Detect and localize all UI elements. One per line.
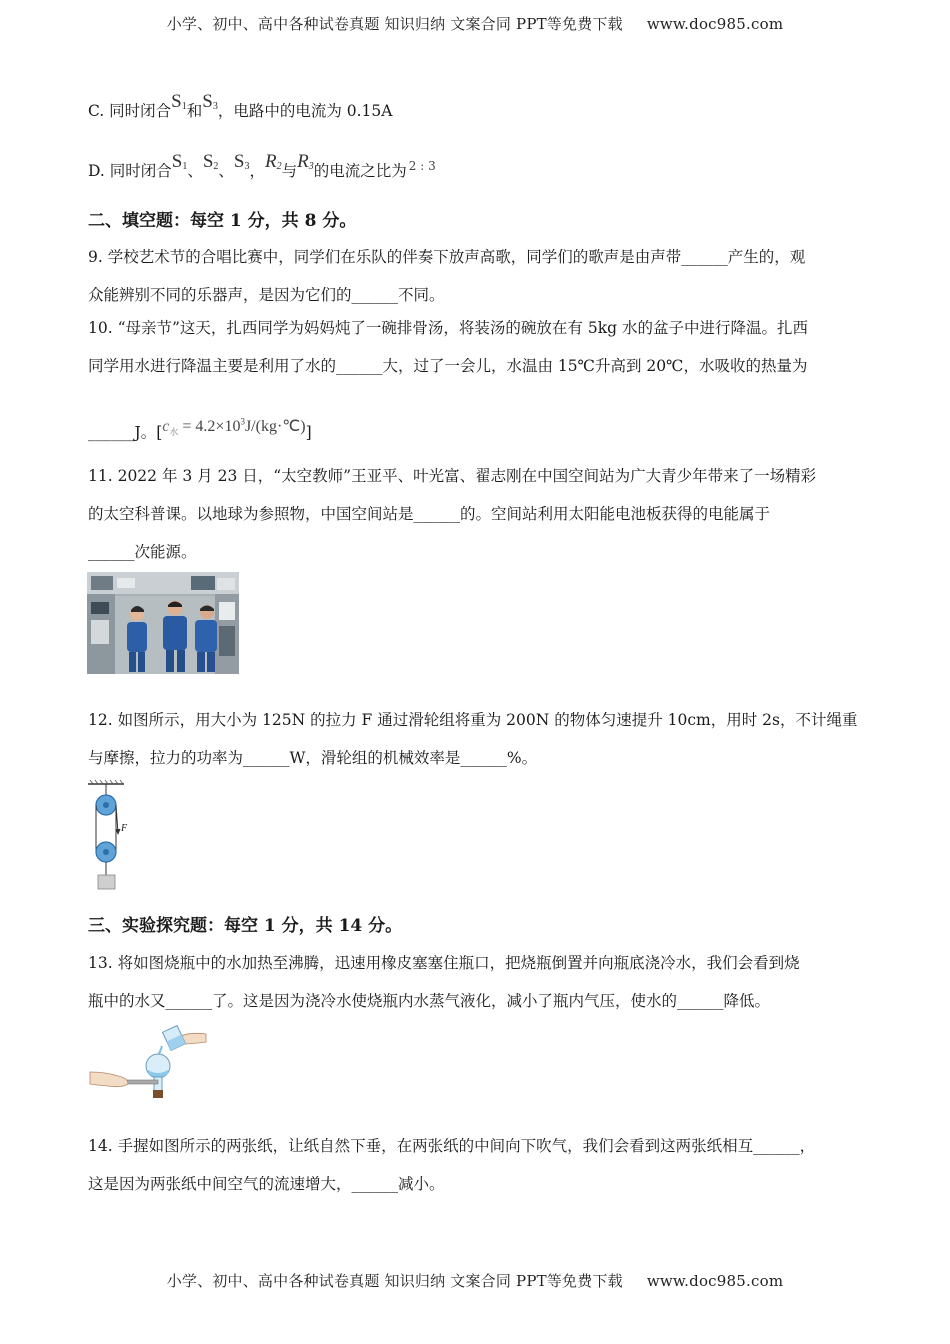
section-2-title: 二、填空题：每空 1 分，共 8 分。: [88, 211, 357, 231]
s3-symbol: $S_3$: [233, 151, 250, 172]
s3-symbol: $S_3$: [202, 91, 218, 112]
q9-line-1: 9. 学校艺术节的合唱比赛中，同学们在乐队的伴奏下放声高歌，同学们的歌声是由声带______产生的，观: [88, 248, 806, 266]
q13-line-1: 13. 将如图烧瓶中的水加热至沸腾，迅速用橡皮塞塞住瓶口，把烧瓶倒置并向瓶底浇冷水，我们会看到烧: [88, 954, 800, 972]
pulley-system-figure: [86, 779, 136, 891]
q10-line-3-prefix: ______J。[: [88, 423, 163, 442]
footer-site: www.doc985.com: [646, 1272, 784, 1290]
q10-line-2: 同学用水进行降温主要是利用了水的______大，过了一会儿，水温由 15℃升高到 20℃，水吸收的热量为: [88, 357, 808, 375]
option-c-prefix: C. 同时闭合: [88, 102, 172, 120]
option-d: [88, 151, 863, 184]
option-d-suffix: 的电流之比为: [313, 162, 407, 180]
q10-line-3: [88, 418, 863, 449]
q12-line-1: 12. 如图所示，用大小为 125N 的拉力 F 通过滑轮组将重为 200N 的物体匀速提升 10cm，用时 2s，不计绳重: [88, 711, 858, 729]
q9-line-2: 众能辨别不同的乐器声，是因为它们的______不同。: [88, 286, 445, 304]
specific-heat-formula: $c_水$ = $4.2\times 10^3J/(kg\cdot℃)$: [162, 417, 306, 438]
ratio-value: 2 : 3: [408, 159, 436, 173]
q10-line-3-suffix: ]: [305, 423, 312, 442]
q10-line-1: 10. “母亲节”这天，扎西同学为妈妈炖了一碗排骨汤，将装汤的碗放在有 5kg 水的盆子中进行降温。扎西: [88, 319, 808, 337]
astronauts-photo: [87, 572, 239, 674]
q11-line-3: ______次能源。: [88, 543, 197, 561]
force-label: F: [121, 823, 128, 834]
separator: 、: [187, 162, 203, 180]
s1-symbol: $S_1$: [171, 91, 187, 112]
r3-symbol: $R_3$: [297, 151, 314, 172]
option-d-prefix: D. 同时闭合: [88, 162, 172, 180]
option-c-suffix: ，电路中的电流为 0.15A: [217, 102, 393, 120]
footer-text: 小学、初中、高中各种试卷真题 知识归纳 文案合同 PPT等免费下载: [166, 1272, 623, 1290]
flask-figure: [88, 1022, 210, 1102]
s2-symbol: $S_2$: [202, 151, 219, 172]
page-header: [0, 13, 950, 34]
q14-line-1: 14. 手握如图所示的两张纸，让纸自然下垂，在两张纸的中间向下吹气，我们会看到这两张纸相互______，: [88, 1137, 816, 1155]
q13-line-2: 瓶中的水又______了。这是因为浇冷水使烧瓶内水蒸气液化，减小了瓶内气压，使水的______降低。: [88, 992, 771, 1010]
q12-line-2: 与摩擦，拉力的功率为______W，滑轮组的机械效率是______%。: [88, 749, 538, 767]
q14-line-2: 这是因为两张纸中间空气的流速增大，______减小。: [88, 1175, 445, 1193]
separator: ，: [249, 162, 266, 180]
option-d-mid: 与: [281, 162, 298, 180]
s1-symbol: $S_1$: [171, 151, 188, 172]
header-text: 小学、初中、高中各种试卷真题 知识归纳 文案合同 PPT等免费下载: [166, 15, 623, 33]
q11-line-1: 11. 2022 年 3 月 23 日，“太空教师”王亚平、叶光富、翟志刚在中国空间站为广大青少年带来了一场精彩: [88, 467, 817, 485]
section-3-title: 三、实验探究题：每空 1 分，共 14 分。: [88, 916, 403, 936]
r2-symbol: $R_2$: [265, 151, 282, 172]
q11-line-2: 的太空科普课。以地球为参照物，中国空间站是______的。空间站利用太阳能电池板获得的电能属于: [88, 505, 771, 523]
page-footer: [0, 1270, 950, 1291]
option-c-mid: 和: [186, 102, 203, 120]
separator: 、: [218, 162, 234, 180]
option-c: [88, 91, 863, 124]
header-site: www.doc985.com: [646, 15, 784, 33]
